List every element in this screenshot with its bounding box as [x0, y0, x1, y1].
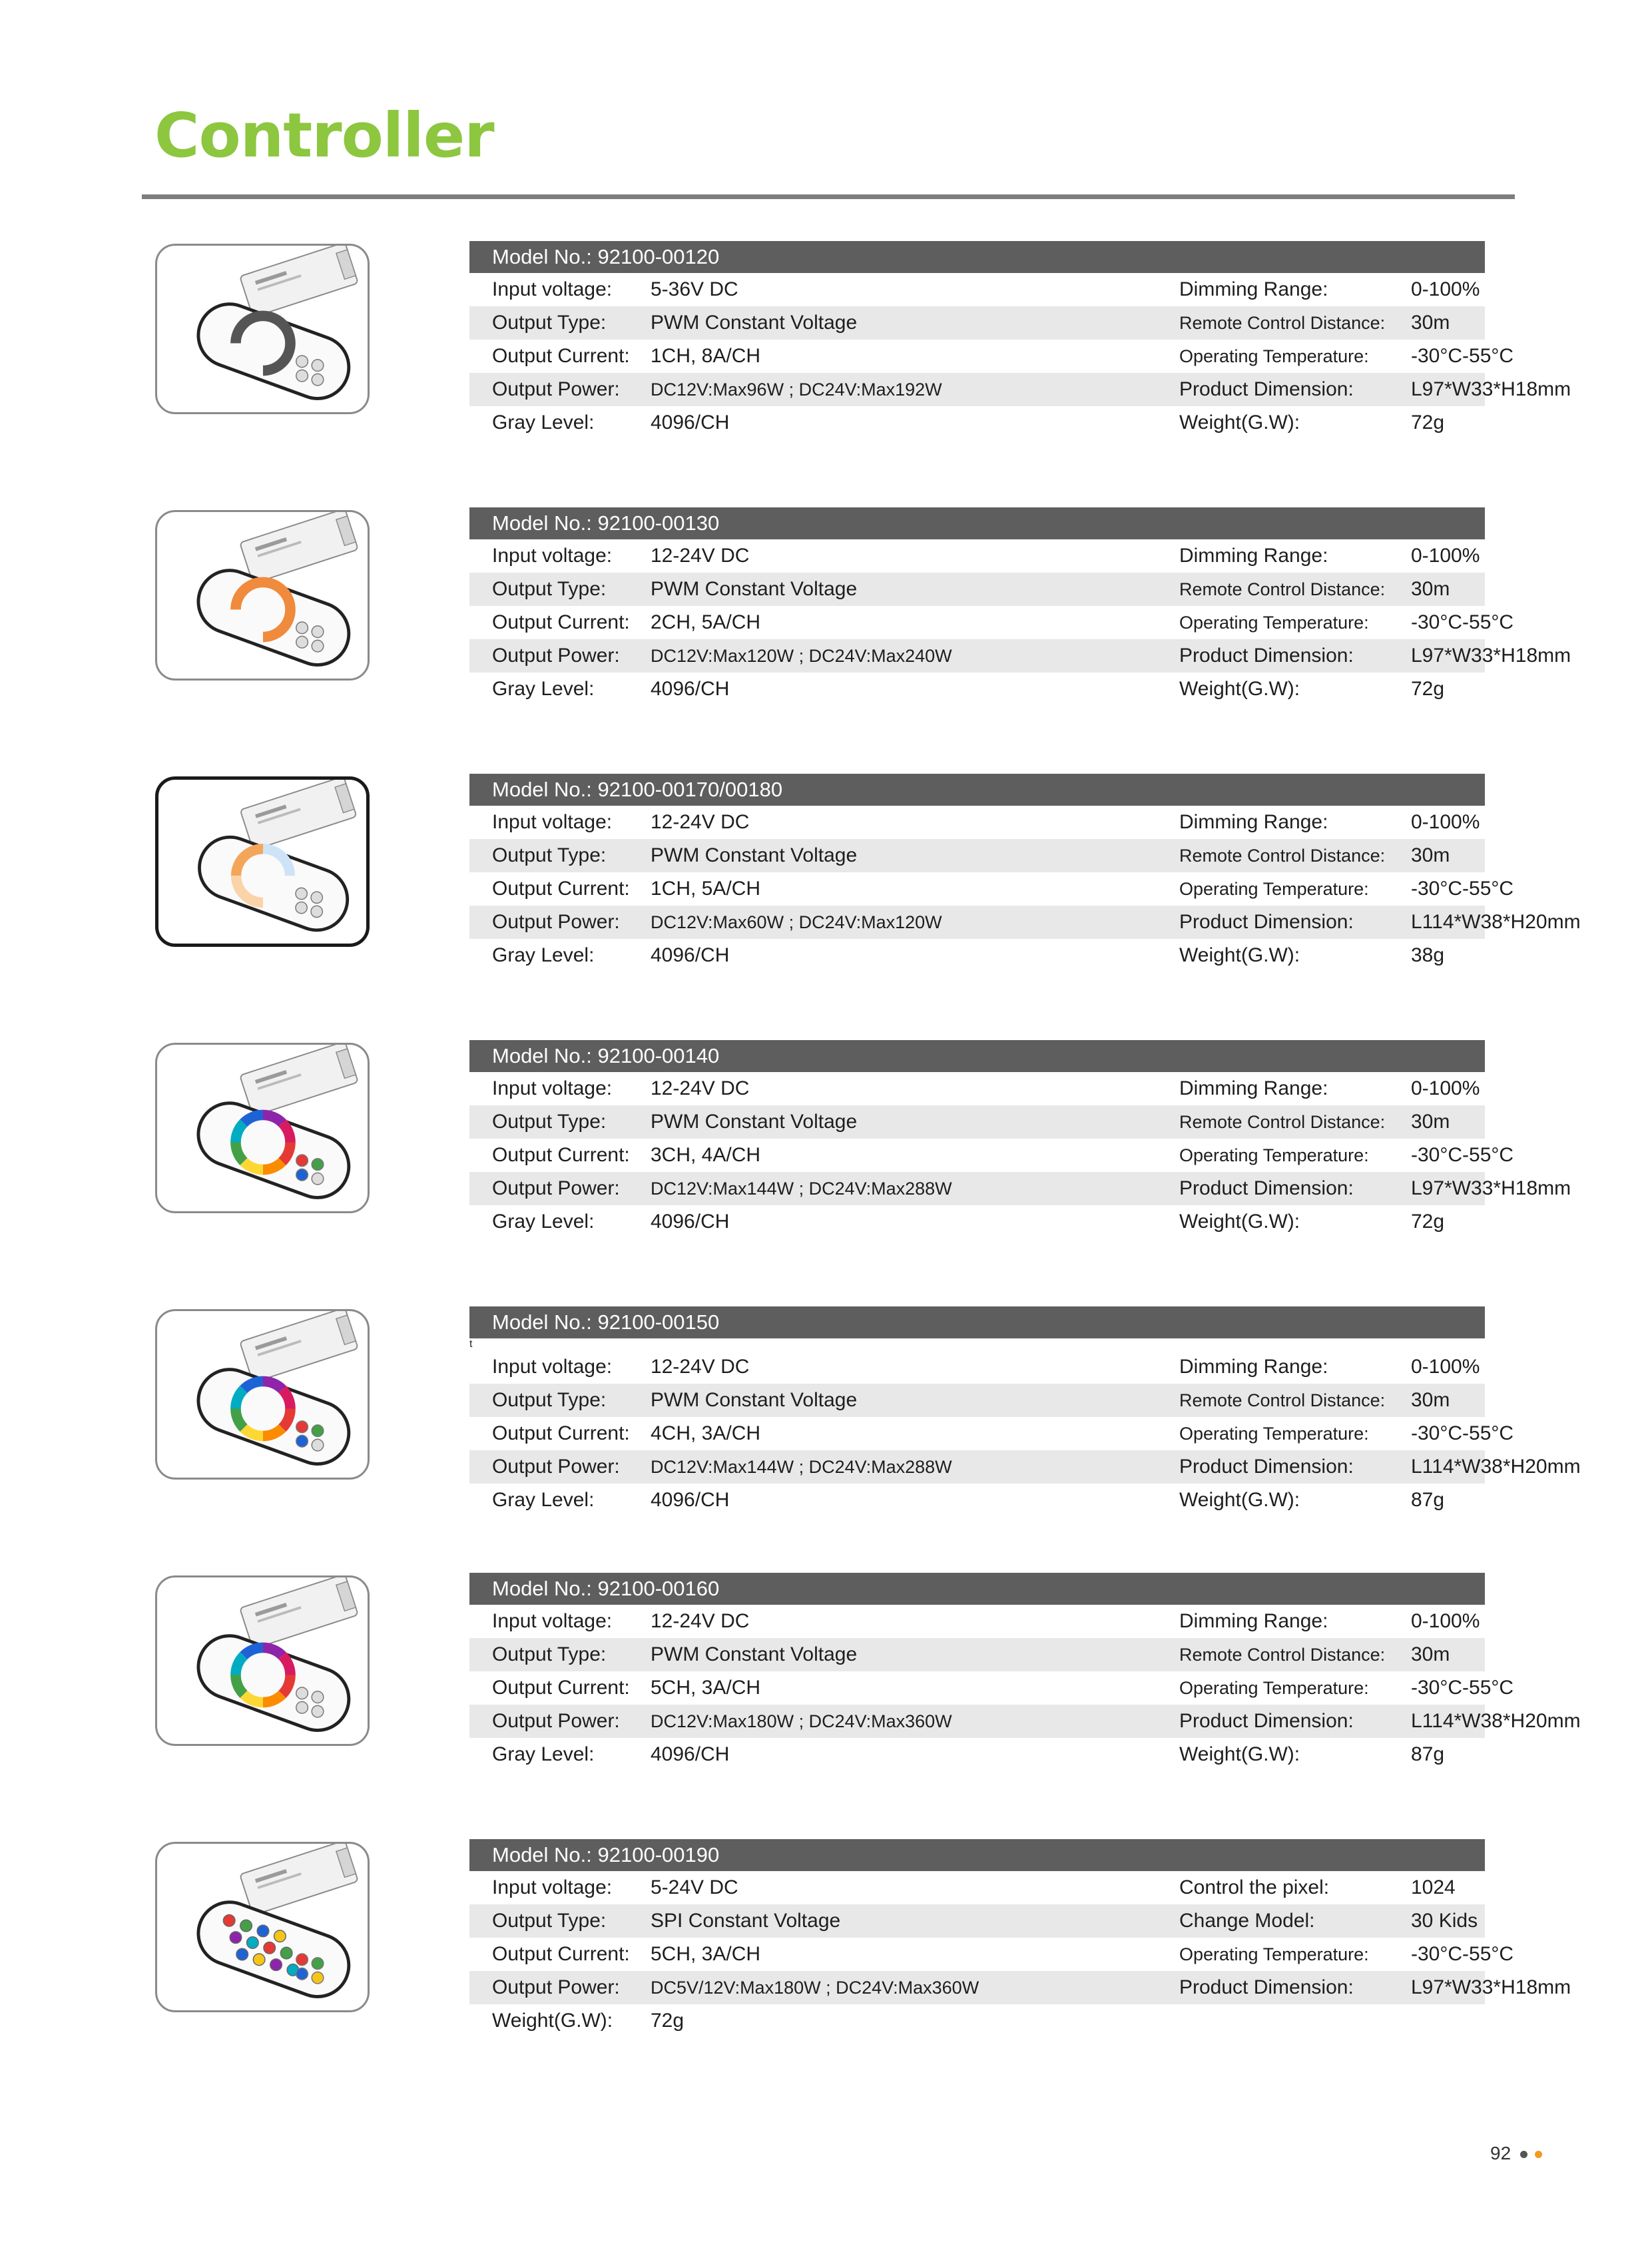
spec-value: 72g	[1411, 412, 1445, 433]
spec-label: Input voltage:	[492, 1356, 613, 1378]
spec-label: Product Dimension:	[1179, 1976, 1354, 1998]
spec-label: Operating Temperature:	[1179, 1944, 1369, 1964]
spec-value: 30m	[1411, 312, 1450, 334]
spec-value: 2CH, 5A/CH	[651, 611, 761, 633]
spec-value: 30m	[1411, 1389, 1450, 1411]
spec-row	[469, 539, 1485, 573]
page-dot-orange	[1535, 2151, 1542, 2158]
spec-row	[469, 1105, 1485, 1139]
spec-label: Remote Control Distance:	[1179, 846, 1386, 866]
spec-label: Weight(G.W):	[1179, 412, 1300, 433]
spec-label: Input voltage:	[492, 545, 613, 567]
spec-label: Output Current:	[492, 1677, 630, 1699]
model-number-header: Model No.: 92100-00160	[469, 1573, 1485, 1605]
spec-row	[469, 573, 1485, 606]
spec-label: Operating Temperature:	[1179, 1145, 1369, 1165]
spec-value: PWM Constant Voltage	[651, 1389, 858, 1411]
spec-label: Output Current:	[492, 611, 630, 633]
spec-label: Control the pixel:	[1179, 1876, 1330, 1898]
spec-row	[469, 1971, 1571, 2004]
spec-label: Input voltage:	[492, 278, 613, 300]
spec-label: Output Type:	[492, 578, 607, 600]
spec-row	[469, 606, 1514, 639]
spec-row	[469, 673, 1485, 706]
product-card	[0, 1839, 1652, 2079]
product-card	[0, 774, 1652, 1013]
spec-value: 12-24V DC	[651, 545, 750, 567]
model-number-header: Model No.: 92100-00130	[469, 507, 1485, 539]
product-card	[0, 241, 1652, 481]
spec-label: Weight(G.W):	[1179, 1743, 1300, 1765]
spec-table	[469, 1573, 1581, 1771]
product-card	[0, 507, 1652, 747]
product-image	[155, 1575, 370, 1746]
spec-value: 30m	[1411, 1643, 1450, 1665]
spec-label: Remote Control Distance:	[1179, 313, 1386, 333]
spec-label: Product Dimension:	[1179, 1710, 1354, 1732]
spec-row	[469, 1384, 1485, 1417]
spec-value: -30°C-55°C	[1411, 1144, 1514, 1166]
spec-label: Output Power:	[492, 911, 620, 933]
product-image	[155, 1043, 370, 1213]
model-number-header: Model No.: 92100-00120	[469, 241, 1485, 273]
spec-value: -30°C-55°C	[1411, 611, 1514, 633]
spec-value: L97*W33*H18mm	[1411, 378, 1571, 400]
spec-value: 72g	[1411, 1211, 1445, 1233]
spec-row	[469, 1172, 1571, 1205]
product-card	[0, 1306, 1652, 1546]
spec-value: 12-24V DC	[651, 811, 750, 833]
spec-label: Operating Temperature:	[1179, 1424, 1369, 1444]
spec-label: Output Type:	[492, 1111, 607, 1133]
spec-label: Gray Level:	[492, 1489, 595, 1511]
product-image	[155, 244, 370, 414]
spec-row	[469, 806, 1485, 839]
spec-row	[469, 1205, 1485, 1239]
spec-row	[469, 939, 1485, 972]
spec-value: DC5V/12V:Max180W ; DC24V:Max360W	[651, 1978, 979, 1998]
spec-value: 0-100%	[1411, 811, 1480, 833]
spec-value: 12-24V DC	[651, 1610, 750, 1632]
product-image	[155, 1309, 370, 1480]
spec-value: -30°C-55°C	[1411, 345, 1514, 367]
spec-label: Weight(G.W):	[1179, 678, 1300, 700]
spec-value: SPI Constant Voltage	[651, 1910, 841, 1932]
spec-value: 72g	[651, 2010, 685, 2032]
spec-value: 4096/CH	[651, 944, 730, 966]
title-divider	[142, 194, 1515, 199]
spec-value: 4096/CH	[651, 1211, 730, 1233]
spec-label: Remote Control Distance:	[1179, 579, 1386, 599]
spec-label: Operating Temperature:	[1179, 613, 1369, 633]
spec-label: Dimming Range:	[1179, 811, 1328, 833]
spec-value: 3CH, 4A/CH	[651, 1144, 761, 1166]
spec-value: -30°C-55°C	[1411, 878, 1514, 900]
spec-label: Weight(G.W):	[1179, 1211, 1300, 1233]
page-number: 92	[1490, 2143, 1512, 2163]
spec-value: -30°C-55°C	[1411, 1422, 1514, 1444]
spec-value: DC12V:Max144W ; DC24V:Max288W	[651, 1457, 952, 1477]
spec-value: -30°C-55°C	[1411, 1677, 1514, 1699]
spec-label: Output Power:	[492, 1976, 620, 1998]
spec-value: L114*W38*H20mm	[1411, 1456, 1581, 1478]
product-image	[155, 1842, 370, 2012]
spec-value: 30m	[1411, 578, 1450, 600]
spec-value: L97*W33*H18mm	[1411, 645, 1571, 667]
spec-label: Output Current:	[492, 345, 630, 367]
spec-label: Output Power:	[492, 1456, 620, 1478]
spec-value: 5-24V DC	[651, 1876, 738, 1898]
spec-value: 30m	[1411, 844, 1450, 866]
spec-label: Output Power:	[492, 378, 620, 400]
spec-label: Output Current:	[492, 1144, 630, 1166]
spec-value: DC12V:Max96W ; DC24V:Max192W	[651, 380, 942, 400]
spec-label: Product Dimension:	[1179, 645, 1354, 667]
spec-label: Output Current:	[492, 1943, 630, 1965]
spec-row	[469, 1938, 1514, 1971]
spec-value: 4CH, 3A/CH	[651, 1422, 761, 1444]
spec-label: Dimming Range:	[1179, 278, 1328, 300]
spec-label: Output Power:	[492, 1177, 620, 1199]
spec-row	[469, 1638, 1485, 1671]
spec-table	[469, 1839, 1571, 2038]
model-number-header: Model No.: 92100-00190	[469, 1839, 1485, 1871]
spec-label: Gray Level:	[492, 1211, 595, 1233]
spec-label: Input voltage:	[492, 1610, 613, 1632]
spec-table	[469, 1040, 1571, 1239]
spec-value: PWM Constant Voltage	[651, 578, 858, 600]
spec-label: Output Type:	[492, 844, 607, 866]
spec-row	[469, 872, 1514, 906]
spec-value: DC12V:Max60W ; DC24V:Max120W	[651, 912, 942, 932]
spec-label: Product Dimension:	[1179, 378, 1354, 400]
spec-label: Weight(G.W):	[492, 2010, 613, 2032]
spec-label: Remote Control Distance:	[1179, 1112, 1386, 1132]
page-dot-gray	[1520, 2151, 1527, 2158]
spec-label: Change Model:	[1179, 1910, 1315, 1932]
spec-row	[469, 906, 1581, 939]
spec-value: 87g	[1411, 1743, 1445, 1765]
spec-value: L114*W38*H20mm	[1411, 1710, 1581, 1732]
spec-value: 30m	[1411, 1111, 1450, 1133]
stray-mark: t	[469, 1338, 473, 1350]
spec-row	[469, 273, 1485, 306]
spec-value: 0-100%	[1411, 1610, 1480, 1632]
spec-value: 5CH, 3A/CH	[651, 1943, 761, 1965]
spec-row	[469, 1072, 1485, 1105]
spec-label: Dimming Range:	[1179, 545, 1328, 567]
spec-row	[469, 2004, 1485, 2038]
spec-row	[469, 839, 1485, 872]
spec-value: 72g	[1411, 678, 1445, 700]
spec-label: Product Dimension:	[1179, 911, 1354, 933]
spec-table	[469, 774, 1581, 972]
spec-value: 1CH, 5A/CH	[651, 878, 761, 900]
spec-value: 5CH, 3A/CH	[651, 1677, 761, 1699]
spec-row	[469, 406, 1485, 439]
spec-label: Gray Level:	[492, 412, 595, 433]
spec-label: Output Type:	[492, 1389, 607, 1411]
spec-value: 4096/CH	[651, 412, 730, 433]
spec-value: 0-100%	[1411, 1356, 1480, 1378]
spec-label: Operating Temperature:	[1179, 879, 1369, 899]
spec-label: Operating Temperature:	[1179, 346, 1369, 366]
spec-label: Input voltage:	[492, 1876, 613, 1898]
spec-label: Input voltage:	[492, 1077, 613, 1099]
model-number-header: Model No.: 92100-00170/00180	[469, 774, 1485, 806]
spec-label: Product Dimension:	[1179, 1456, 1354, 1478]
spec-value: 4096/CH	[651, 678, 730, 700]
spec-row	[469, 1350, 1485, 1384]
spec-value: 1024	[1411, 1876, 1456, 1898]
spec-label: Operating Temperature:	[1179, 1678, 1369, 1698]
spec-label: Remote Control Distance:	[1179, 1645, 1386, 1665]
spec-label: Weight(G.W):	[1179, 944, 1300, 966]
spec-table	[469, 507, 1571, 706]
spec-row	[469, 1671, 1514, 1705]
product-image	[155, 510, 370, 681]
spec-value: 87g	[1411, 1489, 1445, 1511]
spec-row	[469, 1705, 1581, 1738]
spec-label: Gray Level:	[492, 944, 595, 966]
page-title: Controller	[154, 100, 494, 171]
spec-label: Weight(G.W):	[1179, 1489, 1300, 1511]
spec-value: 5-36V DC	[651, 278, 738, 300]
spec-label: Output Type:	[492, 1910, 607, 1932]
product-image	[155, 776, 370, 947]
spec-value: 30 Kids	[1411, 1910, 1478, 1932]
spec-label: Product Dimension:	[1179, 1177, 1354, 1199]
spec-value: 12-24V DC	[651, 1077, 750, 1099]
spec-value: PWM Constant Voltage	[651, 1643, 858, 1665]
model-number-header: Model No.: 92100-00140	[469, 1040, 1485, 1072]
spec-table	[469, 241, 1571, 439]
spec-value: 12-24V DC	[651, 1356, 750, 1378]
spec-label: Gray Level:	[492, 1743, 595, 1765]
spec-row	[469, 1417, 1514, 1450]
spec-value: L97*W33*H18mm	[1411, 1976, 1571, 1998]
spec-label: Output Current:	[492, 878, 630, 900]
spec-label: Output Current:	[492, 1422, 630, 1444]
spec-label: Gray Level:	[492, 678, 595, 700]
spec-row	[469, 1738, 1485, 1771]
spec-table	[469, 1306, 1581, 1517]
spec-row	[469, 1450, 1581, 1484]
spec-row	[469, 1605, 1485, 1638]
spec-value: 0-100%	[1411, 545, 1480, 567]
spec-row	[469, 1139, 1514, 1172]
spec-label: Output Power:	[492, 1710, 620, 1732]
spec-value: 4096/CH	[651, 1489, 730, 1511]
spec-row	[469, 1484, 1485, 1517]
spec-value: 4096/CH	[651, 1743, 730, 1765]
spec-label: Dimming Range:	[1179, 1356, 1328, 1378]
spec-value: PWM Constant Voltage	[651, 1111, 858, 1133]
spec-value: -30°C-55°C	[1411, 1943, 1514, 1965]
spec-row	[469, 306, 1485, 340]
spec-value: L114*W38*H20mm	[1411, 911, 1581, 933]
spec-label: Input voltage:	[492, 811, 613, 833]
spec-label: Dimming Range:	[1179, 1077, 1328, 1099]
spec-label: Dimming Range:	[1179, 1610, 1328, 1632]
spec-value: PWM Constant Voltage	[651, 844, 858, 866]
spec-label: Output Type:	[492, 1643, 607, 1665]
spec-value: 1CH, 8A/CH	[651, 345, 761, 367]
product-card	[0, 1573, 1652, 1813]
spec-label: Remote Control Distance:	[1179, 1390, 1386, 1410]
spec-value: 38g	[1411, 944, 1445, 966]
spec-value: 0-100%	[1411, 1077, 1480, 1099]
spec-row	[469, 1904, 1485, 1938]
spec-value: DC12V:Max180W ; DC24V:Max360W	[651, 1711, 952, 1731]
spec-value: DC12V:Max144W ; DC24V:Max288W	[651, 1179, 952, 1199]
spec-row	[469, 639, 1571, 673]
spec-label: Output Type:	[492, 312, 607, 334]
spec-value: DC12V:Max120W ; DC24V:Max240W	[651, 646, 952, 666]
spec-value: 0-100%	[1411, 278, 1480, 300]
spec-row	[469, 373, 1571, 406]
product-card	[0, 1040, 1652, 1280]
spec-label: Output Power:	[492, 645, 620, 667]
spec-row	[469, 340, 1514, 373]
spec-value: L97*W33*H18mm	[1411, 1177, 1571, 1199]
spec-value: PWM Constant Voltage	[651, 312, 858, 334]
spec-row	[469, 1871, 1485, 1904]
model-number-header: Model No.: 92100-00150	[469, 1306, 1485, 1338]
